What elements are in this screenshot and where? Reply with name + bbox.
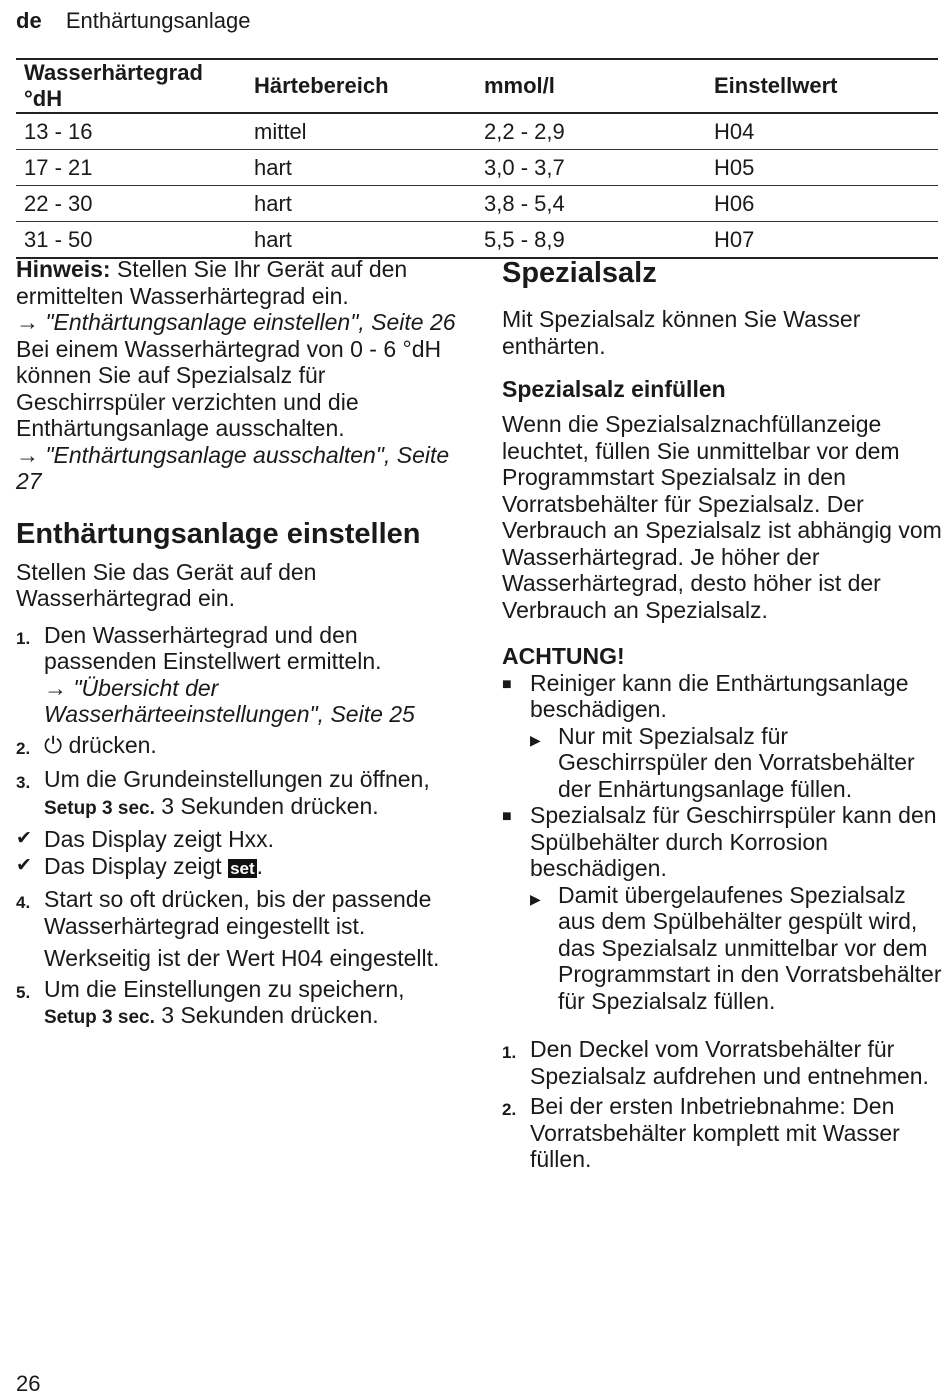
cross-reference-link[interactable]: → "Enthärtungsanlage ausschalten", Seite 27 bbox=[16, 441, 450, 494]
table-cell: H04 bbox=[706, 113, 938, 150]
instruction-step bbox=[16, 976, 456, 1032]
instruction-step bbox=[16, 886, 456, 972]
step-text: 3 Sekunden drücken. bbox=[154, 1002, 379, 1028]
action-text: Damit übergelaufenes Spezialsalz aus dem Spülbehälter gespült wird, das Spezialsalz unmittelbar vor dem Programmstart in den Vorratsbehälter für Spezialsalz füllen. bbox=[558, 881, 942, 1014]
right-column bbox=[502, 256, 942, 1173]
table-cell: mittel bbox=[246, 113, 476, 150]
instruction-step bbox=[16, 766, 456, 822]
note-text: Stellen Sie Ihr Gerät auf den ermittelten Wasserhärtegrad ein. bbox=[16, 256, 408, 309]
step-text: Start so oft drücken, bis der passende Wasserhärtegrad eingestellt ist. bbox=[44, 886, 432, 939]
table-row bbox=[16, 186, 938, 222]
note-paragraph bbox=[16, 256, 456, 309]
cross-reference-link[interactable]: → "Enthärtungsanlage einstellen", Seite 26 bbox=[16, 309, 456, 335]
language-code: de bbox=[16, 8, 42, 33]
bullet-text: Reiniger kann die Enthärtungsanlage beschädigen. bbox=[530, 669, 909, 722]
triangle-right-icon: ▶ bbox=[530, 731, 541, 748]
page-number: 26 bbox=[16, 1371, 41, 1396]
power-icon: ⏻ bbox=[44, 731, 63, 758]
result-line bbox=[16, 826, 456, 853]
step-text: Bei der ersten Inbetriebnahme: Den Vorratsbehälter komplett mit Wasser füllen. bbox=[530, 1093, 900, 1172]
column-header: Härtebereich bbox=[246, 59, 476, 113]
table-cell: H07 bbox=[706, 222, 938, 259]
step-text: Den Deckel vom Vorratsbehälter für Spezialsalz aufdrehen und entnehmen. bbox=[530, 1036, 929, 1089]
table-cell: 5,5 - 8,9 bbox=[476, 222, 706, 259]
table-cell: hart bbox=[246, 186, 476, 222]
result-text: Das Display zeigt Hxx. bbox=[44, 826, 275, 852]
note-text-2: Bei einem Wasserhärtegrad von 0 - 6 °dH können Sie auf Spezialsalz für Geschirrspüler verzichten und die Enthärtungsanlage ausschalten. bbox=[16, 335, 442, 441]
step-extra-text: Werkseitig ist der Wert H04 eingestellt. bbox=[44, 945, 440, 971]
step-number: 1. bbox=[502, 1043, 517, 1062]
intro-paragraph: Mit Spezialsalz können Sie Wasser enthärten. bbox=[502, 306, 861, 359]
page-header bbox=[16, 8, 251, 34]
warning-bullet bbox=[502, 670, 942, 723]
step-text: Den Wasserhärtegrad und den passenden Einstellwert ermitteln. bbox=[44, 621, 382, 674]
instruction-step bbox=[16, 732, 456, 763]
warning-action bbox=[530, 882, 942, 1015]
table-cell: 3,8 - 5,4 bbox=[476, 186, 706, 222]
table-cell: H05 bbox=[706, 150, 938, 186]
instruction-step bbox=[502, 1093, 942, 1173]
result-line bbox=[16, 853, 456, 883]
column-header: Einstellwert bbox=[706, 59, 938, 113]
table-cell: H06 bbox=[706, 186, 938, 222]
column-header: Wasserhärtegrad °dH bbox=[16, 59, 246, 113]
section-heading: Spezialsalz bbox=[502, 257, 657, 289]
step-text: drücken. bbox=[62, 731, 157, 758]
table-cell: 22 - 30 bbox=[16, 186, 246, 222]
section-title: Enthärtungsanlage bbox=[65, 8, 251, 33]
note-label: Hinweis: bbox=[16, 256, 111, 282]
step-number: 2. bbox=[502, 1100, 517, 1119]
table-cell: 3,0 - 3,7 bbox=[476, 150, 706, 186]
checkmark-icon: ✔ bbox=[16, 854, 32, 876]
step-text: Um die Einstellungen zu speichern, bbox=[44, 975, 405, 1002]
table-cell: hart bbox=[246, 150, 476, 186]
subsection-heading: Spezialsalz einfüllen bbox=[502, 376, 726, 402]
table-row bbox=[16, 113, 938, 150]
table-cell: 31 - 50 bbox=[16, 222, 246, 259]
body-paragraph: Wenn die Spezialsalznachfüllanzeige leuchtet, füllen Sie unmittelbar vor dem Programmstart Spezialsalz in den Vorratsbehälter für Spezialsalz. Der Verbrauch an Spezialsalz ist abhängig vom Wasserhärtegrad. Je höher der Wasserhärtegrad, desto höher ist der Verbrauch an Spezialsalz. bbox=[502, 411, 942, 623]
setup-key-label: Setup 3 sec. bbox=[44, 1007, 155, 1028]
triangle-right-icon: ▶ bbox=[530, 890, 541, 907]
cross-reference-link[interactable]: → "Übersicht der Wasserhärteeinstellungen", Seite 25 bbox=[44, 674, 415, 727]
step-text: 3 Sekunden drücken. bbox=[154, 792, 379, 819]
step-number: 2. bbox=[16, 738, 31, 758]
instruction-step bbox=[502, 1036, 942, 1089]
table-cell: 13 - 16 bbox=[16, 113, 246, 150]
table-cell: hart bbox=[246, 222, 476, 259]
step-number: 4. bbox=[16, 893, 31, 912]
table-header-row bbox=[16, 59, 938, 113]
setup-key-label: Setup 3 sec. bbox=[44, 797, 155, 819]
section-heading: Enthärtungsanlage einstellen bbox=[16, 517, 421, 550]
intro-paragraph: Stellen Sie das Gerät auf den Wasserhärtegrad ein. bbox=[16, 558, 317, 611]
warning-bullet bbox=[502, 802, 942, 882]
table-row bbox=[16, 150, 938, 186]
table-cell: 2,2 - 2,9 bbox=[476, 113, 706, 150]
action-text: Nur mit Spezialsalz für Geschirrspüler den Vorratsbehälter der Enhärtungsanlage füllen. bbox=[558, 722, 915, 802]
column-header: mmol/l bbox=[476, 59, 706, 113]
bullet-square-icon: ■ bbox=[502, 675, 512, 693]
step-number: 1. bbox=[16, 628, 31, 648]
display-set-indicator: set bbox=[230, 858, 255, 878]
water-hardness-table bbox=[16, 58, 938, 259]
result-text-end: . bbox=[256, 852, 264, 879]
warning-action bbox=[530, 723, 942, 803]
step-number: 3. bbox=[16, 773, 31, 792]
table-cell: 17 - 21 bbox=[16, 150, 246, 186]
step-number: 5. bbox=[16, 982, 31, 1002]
table-row bbox=[16, 222, 938, 259]
step-text: Um die Grundeinstellungen zu öffnen, bbox=[44, 766, 430, 792]
warning-label: ACHTUNG! bbox=[502, 643, 625, 669]
checkmark-icon: ✔ bbox=[16, 828, 32, 849]
bullet-square-icon: ■ bbox=[502, 808, 512, 825]
instruction-step bbox=[16, 622, 456, 728]
bullet-text: Spezialsalz für Geschirrspüler kann den Spülbehälter durch Korrosion beschädigen. bbox=[530, 802, 937, 881]
result-text: Das Display zeigt bbox=[44, 852, 229, 879]
left-column bbox=[16, 256, 456, 1032]
